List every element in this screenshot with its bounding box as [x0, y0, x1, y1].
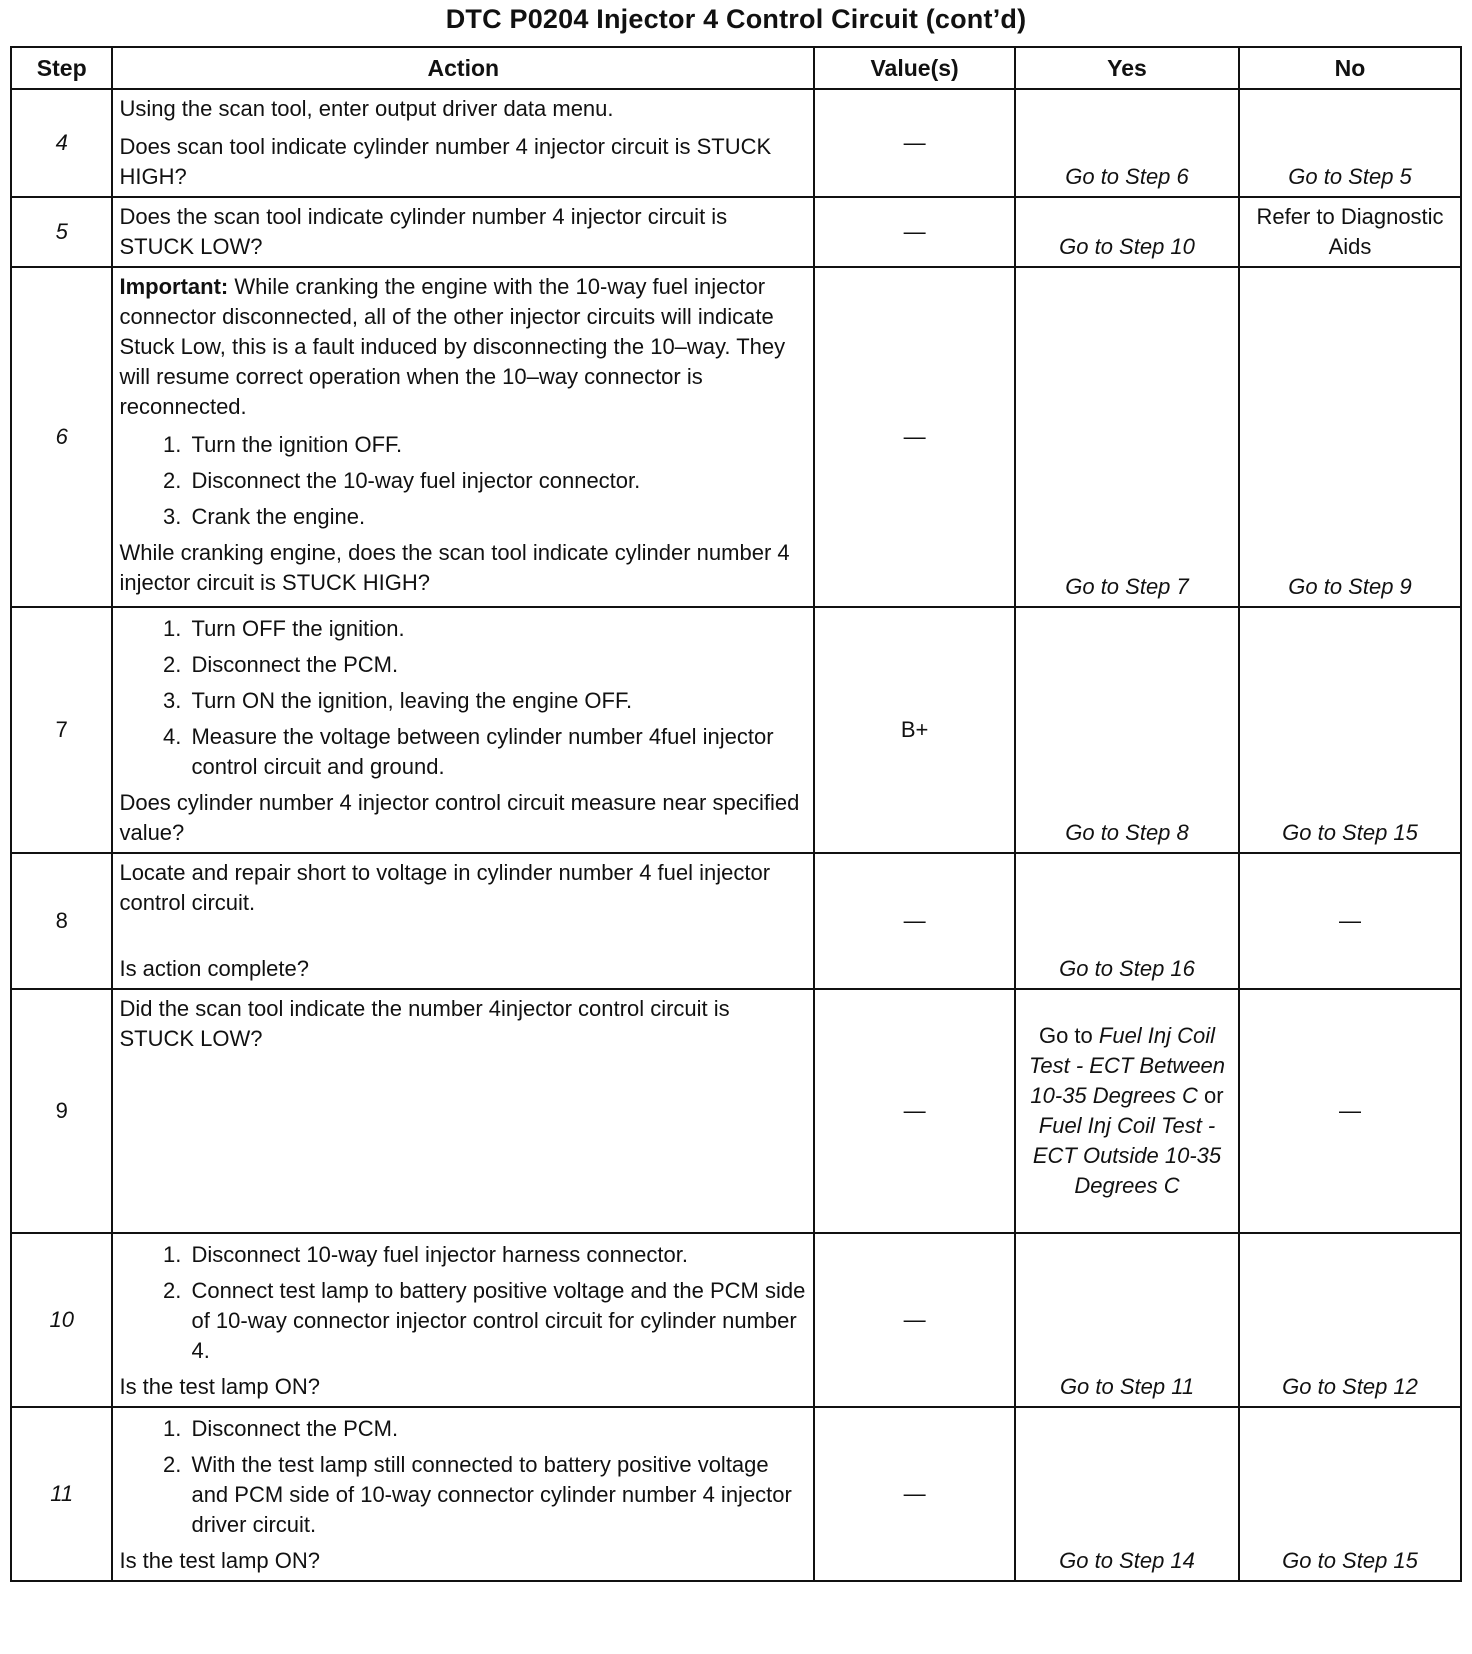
- action-cell: [112, 989, 814, 1233]
- important-note: [119, 272, 807, 422]
- action-question: Does the scan tool indicate cylinder number 4 injector circuit is STUCK LOW?: [119, 204, 728, 259]
- action-step: 1. Turn OFF the ignition.: [187, 614, 807, 644]
- action-cell: [112, 89, 814, 197]
- page-title: DTC P0204 Injector 4 Control Circuit (cont’d): [445, 4, 1027, 34]
- action-steps: [119, 614, 807, 782]
- test-reference-link[interactable]: Fuel Inj Coil Test - ECT Outside 10-35 Degrees C: [1032, 1113, 1222, 1198]
- step-number: 8: [11, 853, 112, 989]
- action-intro: Locate and repair short to voltage in cylinder number 4 fuel injector control circuit.: [119, 860, 771, 915]
- col-header-yes: Yes: [1015, 47, 1239, 89]
- or-text: or: [1197, 1083, 1224, 1108]
- no-cell: Refer to Diagnostic Aids: [1239, 197, 1461, 267]
- col-header-action: Action: [112, 47, 814, 89]
- action-cell: [112, 1233, 814, 1407]
- action-steps: [119, 430, 807, 532]
- yes-cell: Go to Step 16: [1015, 853, 1239, 989]
- value-cell: —: [814, 267, 1015, 607]
- action-question: Is action complete?: [119, 956, 309, 981]
- table-row: [11, 1233, 1461, 1407]
- important-label: Important:: [119, 274, 229, 299]
- important-text: While cranking the engine with the 10-way fuel injector connector disconnected, all of the other injector circuits will indicate Stuck Low, this is a fault induced by disconnecting the 10–way. They will resume correct operation when the 10–way connector is reconnected.: [119, 274, 786, 419]
- table-row: [11, 89, 1461, 197]
- action-step: 3. Turn ON the ignition, leaving the engine OFF.: [187, 686, 807, 716]
- action-steps: [119, 1240, 807, 1366]
- table-row: [11, 853, 1461, 989]
- action-step: 1. Disconnect the PCM.: [187, 1414, 807, 1444]
- value-cell: —: [814, 89, 1015, 197]
- step-number: 10: [11, 1233, 112, 1407]
- yes-cell: Go to Step 6: [1015, 89, 1239, 197]
- table-row: [11, 607, 1461, 853]
- action-step: 3. Crank the engine.: [187, 502, 807, 532]
- yes-cell: [1015, 989, 1239, 1233]
- no-cell: Go to Step 9: [1239, 267, 1461, 607]
- no-cell: Go to Step 15: [1239, 607, 1461, 853]
- col-header-step: Step: [11, 47, 112, 89]
- action-intro: Using the scan tool, enter output driver data menu.: [119, 96, 614, 121]
- table-row: [11, 197, 1461, 267]
- step-number: 11: [11, 1407, 112, 1581]
- value-cell: —: [814, 1407, 1015, 1581]
- step-number: 5: [11, 197, 112, 267]
- action-steps: [119, 1414, 807, 1540]
- action-step: 4. Measure the voltage between cylinder number 4fuel injector control circuit and ground.: [187, 722, 807, 782]
- col-header-values: Value(s): [814, 47, 1015, 89]
- no-cell: —: [1239, 853, 1461, 989]
- action-step: 2. With the test lamp still connected to battery positive voltage and PCM side of 10-way connector cylinder number 4 injector driver circuit.: [187, 1450, 807, 1540]
- header-row: [11, 47, 1461, 89]
- action-question: Is the test lamp ON?: [119, 1548, 320, 1573]
- step-number: 9: [11, 989, 112, 1233]
- action-cell: [112, 267, 814, 607]
- value-cell: B+: [814, 607, 1015, 853]
- action-question: Does cylinder number 4 injector control circuit measure near specified value?: [119, 790, 800, 845]
- action-question: Is the test lamp ON?: [119, 1374, 320, 1399]
- yes-cell: Go to Step 11: [1015, 1233, 1239, 1407]
- action-question: While cranking engine, does the scan tool indicate cylinder number 4 injector circuit is STUCK HIGH?: [119, 540, 790, 595]
- step-number: 7: [11, 607, 112, 853]
- no-cell: —: [1239, 989, 1461, 1233]
- action-question: Does scan tool indicate cylinder number 4 injector circuit is STUCK HIGH?: [119, 134, 772, 189]
- no-cell: Go to Step 5: [1239, 89, 1461, 197]
- action-cell: [112, 197, 814, 267]
- diagnostic-table: [10, 46, 1462, 1582]
- value-cell: —: [814, 1233, 1015, 1407]
- yes-cell: Go to Step 7: [1015, 267, 1239, 607]
- table-row: [11, 989, 1461, 1233]
- step-number: 4: [11, 89, 112, 197]
- table-row: [11, 267, 1461, 607]
- action-cell: [112, 1407, 814, 1581]
- action-step: 1. Turn the ignition OFF.: [187, 430, 807, 460]
- yes-cell: Go to Step 14: [1015, 1407, 1239, 1581]
- table-row: [11, 1407, 1461, 1581]
- action-cell: [112, 853, 814, 989]
- value-cell: —: [814, 989, 1015, 1233]
- go-to-text: Go to: [1038, 1023, 1099, 1048]
- yes-cell: Go to Step 10: [1015, 197, 1239, 267]
- action-cell: [112, 607, 814, 853]
- no-cell: Go to Step 12: [1239, 1233, 1461, 1407]
- action-step: 2. Connect test lamp to battery positive voltage and the PCM side of 10-way connector injector control circuit for cylinder number 4.: [187, 1276, 807, 1366]
- yes-cell: Go to Step 8: [1015, 607, 1239, 853]
- step-number: 6: [11, 267, 112, 607]
- value-cell: —: [814, 853, 1015, 989]
- action-question: Did the scan tool indicate the number 4injector control circuit is STUCK LOW?: [119, 996, 730, 1051]
- action-step: 2. Disconnect the 10-way fuel injector connector.: [187, 466, 807, 496]
- action-step: 1. Disconnect 10-way fuel injector harness connector.: [187, 1240, 807, 1270]
- col-header-no: No: [1239, 47, 1461, 89]
- value-cell: —: [814, 197, 1015, 267]
- test-reference-link[interactable]: Fuel Inj Coil Test - ECT Between 10-35 Degrees C: [1028, 1023, 1226, 1108]
- no-cell: Go to Step 15: [1239, 1407, 1461, 1581]
- action-step: 2. Disconnect the PCM.: [187, 650, 807, 680]
